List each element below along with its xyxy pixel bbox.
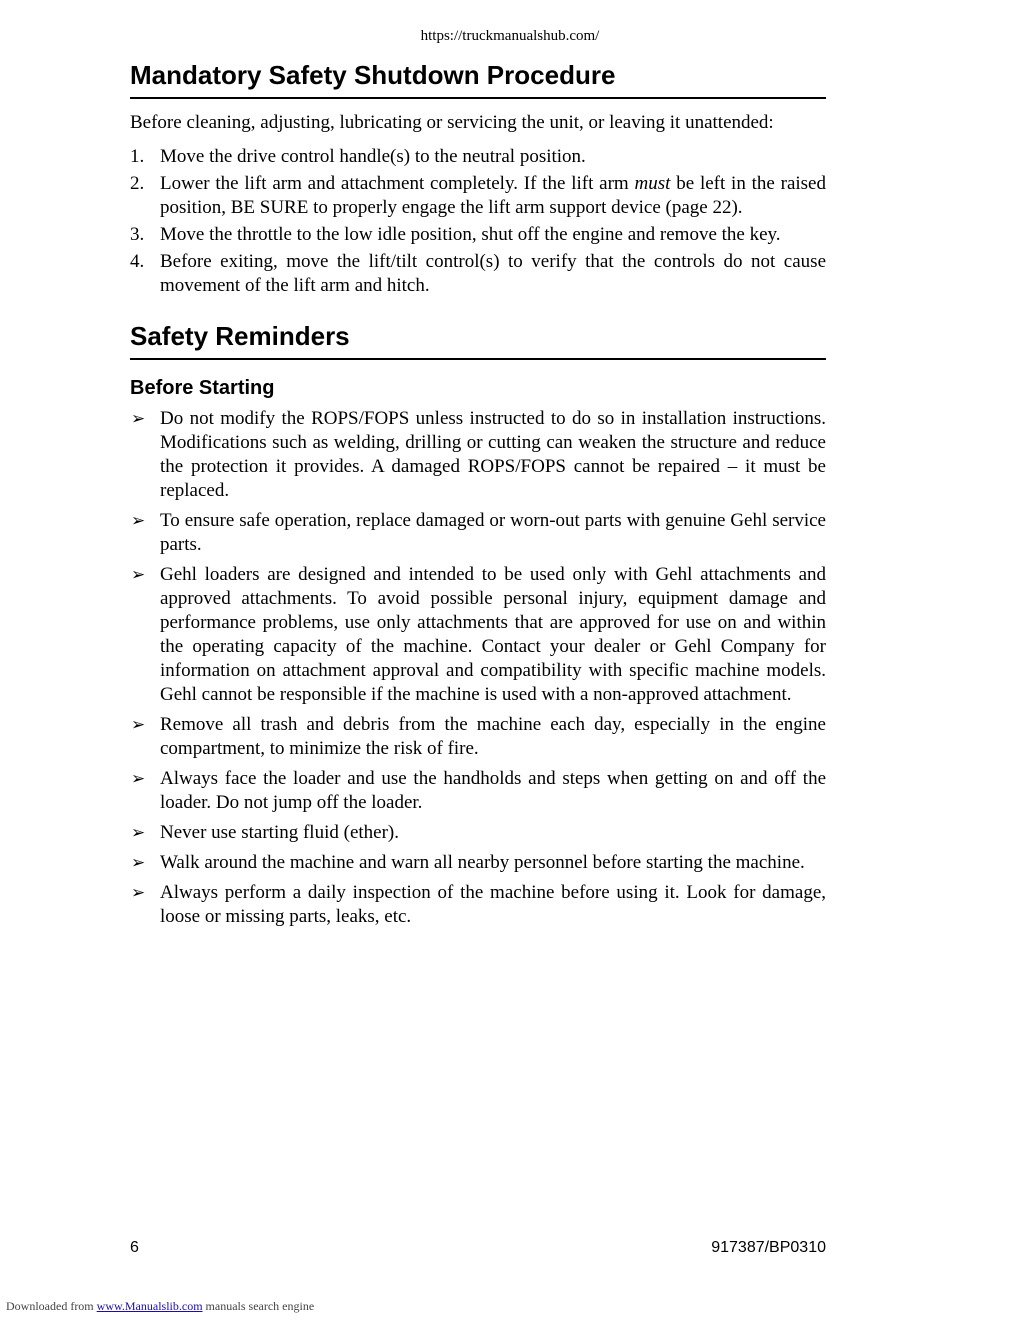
reminder-item: [130, 851, 826, 875]
step-number: 4.: [130, 251, 145, 272]
step-text-emphasis: must: [634, 173, 671, 194]
arrow-bullet-icon: ➢: [131, 409, 146, 429]
reminder-text: Walk around the machine and warn all nearby personnel before starting the machine.: [160, 852, 805, 873]
arrow-bullet-icon: ➢: [131, 853, 146, 873]
reminder-text: Gehl loaders are designed and intended to be used only with Gehl attachments and approved attachments. To avoid possible personal injury, equipment damage and performance problems, use only attachments that are approved for use on and within the operating capacity of the machine. Contact your dealer or Gehl Company for information on attachment approval and compatibility with specific machine models. Gehl cannot be responsible if the machine is used with a non-approved attachment.: [160, 564, 826, 705]
page-content: [130, 58, 826, 935]
reminder-item: [130, 881, 826, 929]
arrow-bullet-icon: ➢: [131, 823, 146, 843]
reminder-item: [130, 767, 826, 815]
document-code: 917387/BP0310: [711, 1239, 826, 1256]
reminder-text: Do not modify the ROPS/FOPS unless instructed to do so in installation instructions. Modifications such as welding, drilling or cutting can weaken the structure and reduce the protection it provides. A damaged ROPS/FOPS cannot be repaired – it must be replaced.: [160, 408, 826, 501]
arrow-bullet-icon: ➢: [131, 715, 146, 735]
step-text-post: be left in the raised position, BE SURE to properly engage the lift arm support device (page 22).: [160, 173, 826, 218]
reminder-item: [130, 563, 826, 707]
reminder-list: [130, 407, 826, 929]
download-prefix: Downloaded from: [6, 1299, 94, 1313]
reminder-item: [130, 821, 826, 845]
reminder-item: [130, 509, 826, 557]
step-item: [130, 250, 826, 298]
reminder-item: [130, 407, 826, 503]
reminder-text: To ensure safe operation, replace damaged or worn-out parts with genuine Gehl service parts.: [160, 510, 826, 555]
step-number: 2.: [130, 173, 145, 194]
arrow-bullet-icon: ➢: [131, 511, 146, 531]
step-text: Move the drive control handle(s) to the neutral position.: [160, 146, 586, 167]
download-note: [6, 1299, 314, 1314]
page-number: 6: [130, 1239, 139, 1256]
header-url: https://truckmanualshub.com/: [420, 28, 600, 44]
shutdown-intro: Before cleaning, adjusting, lubricating or servicing the unit, or leaving it unattended:: [130, 112, 774, 133]
step-item: [130, 223, 826, 247]
shutdown-steps: [130, 145, 826, 298]
reminder-text: Never use starting fluid (ether).: [160, 822, 399, 843]
step-number: 1.: [130, 146, 145, 167]
reminder-item: [130, 713, 826, 761]
step-number: 3.: [130, 224, 145, 245]
arrow-bullet-icon: ➢: [131, 883, 146, 903]
reminder-text: Remove all trash and debris from the machine each day, especially in the engine compartment, to minimize the risk of fire.: [160, 714, 826, 759]
arrow-bullet-icon: ➢: [131, 769, 146, 789]
reminder-text: Always perform a daily inspection of the machine before using it. Look for damage, loose or missing parts, leaks, etc.: [160, 882, 826, 927]
section-title-reminders: Safety Reminders: [130, 319, 826, 360]
step-text: Move the throttle to the low idle position, shut off the engine and remove the key.: [160, 224, 781, 245]
step-item: [130, 145, 826, 169]
step-text-pre: Lower the lift arm and attachment completely. If the lift arm: [160, 173, 635, 194]
arrow-bullet-icon: ➢: [131, 565, 146, 585]
download-suffix: manuals search engine: [205, 1299, 315, 1313]
manualslib-link[interactable]: www.Manualslib.com: [96, 1299, 203, 1313]
step-item: [130, 172, 826, 220]
subsection-title-before-starting: Before Starting: [130, 377, 275, 399]
step-text: Before exiting, move the lift/tilt control(s) to verify that the controls do not cause movement of the lift arm and hitch.: [160, 251, 826, 296]
section-title-shutdown: Mandatory Safety Shutdown Procedure: [130, 58, 826, 99]
reminder-text: Always face the loader and use the handholds and steps when getting on and off the loader. Do not jump off the loader.: [160, 768, 826, 813]
